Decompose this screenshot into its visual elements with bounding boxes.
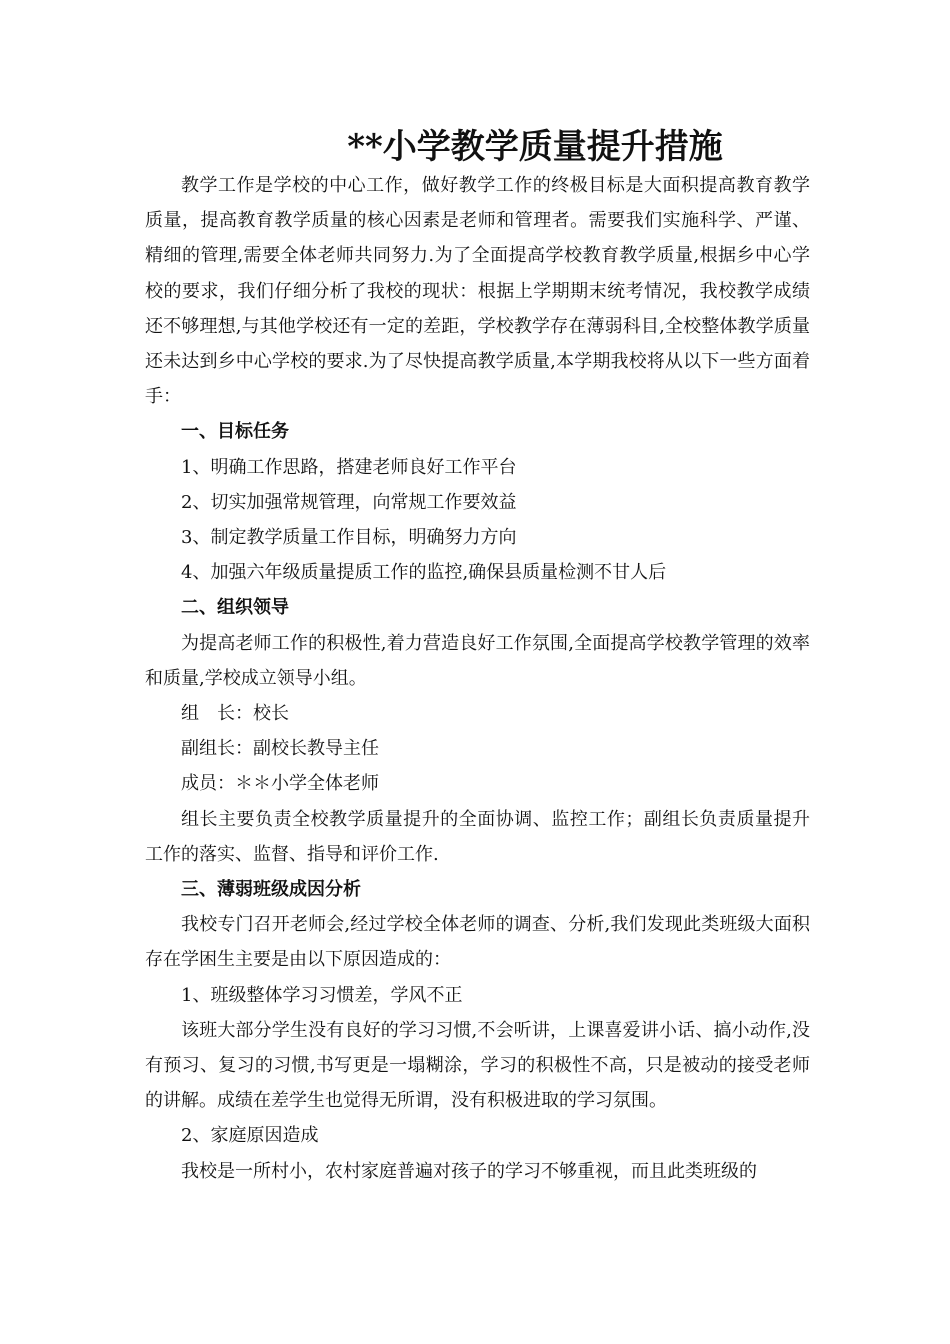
list-item-goal-4: 4、加强六年级质量提质工作的监控,确保县质量检测不甘人后 (181, 562, 667, 584)
list-item-cause-2: 2、家庭原因造成 (181, 1125, 319, 1147)
section-heading-analysis: 三、薄弱班级成因分析 (181, 879, 361, 901)
paragraph-cause-2: 我校是一所村小，农村家庭普遍对孩子的学习不够重视，而且此类班级的 (181, 1160, 757, 1182)
deputy-leader-line: 副组长：副校长教导主任 (181, 738, 379, 760)
document-title: **小学教学质量提升措施 (347, 127, 723, 167)
document-body (145, 168, 810, 1189)
paragraph-responsibilities: 组长主要负责全校教学质量提升的全面协调、监控工作；副组长负责质量提升工作的落实、监督、指导和评价工作. (145, 808, 810, 865)
paragraph-intro: 教学工作是学校的中心工作，做好教学工作的终极目标是大面积提高教育教学质量，提高教育教学质量的核心因素是老师和管理者。需要我们实施科学、严谨、精细的管理,需要全体老师共同努力.为了全面提高学校教育教学质量,根据乡中心学校的要求，我们仔细分析了我校的现状：根据上学期期末统考情况，我校教学成绩还不够理想,与其他学校还有一定的差距，学校教学存在薄弱科目,全校整体教学质量还未达到乡中心学校的要求.为了尽快提高教学质量,本学期我校将从以下一些方面着手： (145, 175, 810, 408)
paragraph-analysis: 我校专门召开老师会,经过学校全体老师的调查、分析,我们发现此类班级大面积存在学困生主要是由以下原因造成的： (145, 914, 810, 971)
section-heading-leadership: 二、组织领导 (181, 597, 289, 619)
list-item-goal-1: 1、明确工作思路，搭建老师良好工作平台 (181, 456, 517, 478)
list-item-goal-2: 2、切实加强常规管理，向常规工作要效益 (181, 491, 517, 513)
list-item-goal-3: 3、制定教学质量工作目标，明确努力方向 (181, 527, 517, 549)
paragraph-cause-1: 该班大部分学生没有良好的学习习惯,不会听讲，上课喜爱讲小话、搞小动作,没有预习、复习的习惯,书写更是一塌糊涂，学习的积极性不高，只是被动的接受老师的讲解。成绩在差学生也觉得无所谓，没有积极进取的学习氛围。 (145, 1019, 810, 1112)
paragraph-leadership: 为提高老师工作的积极性,着力营造良好工作氛围,全面提高学校教学管理的效率和质量,学校成立领导小组。 (145, 632, 810, 689)
section-heading-goals: 一、目标任务 (181, 421, 289, 443)
leader-line: 组 长：校长 (181, 703, 289, 725)
list-item-cause-1: 1、班级整体学习习惯差，学风不正 (181, 984, 463, 1006)
members-line: 成员：＊＊小学全体老师 (181, 773, 379, 795)
